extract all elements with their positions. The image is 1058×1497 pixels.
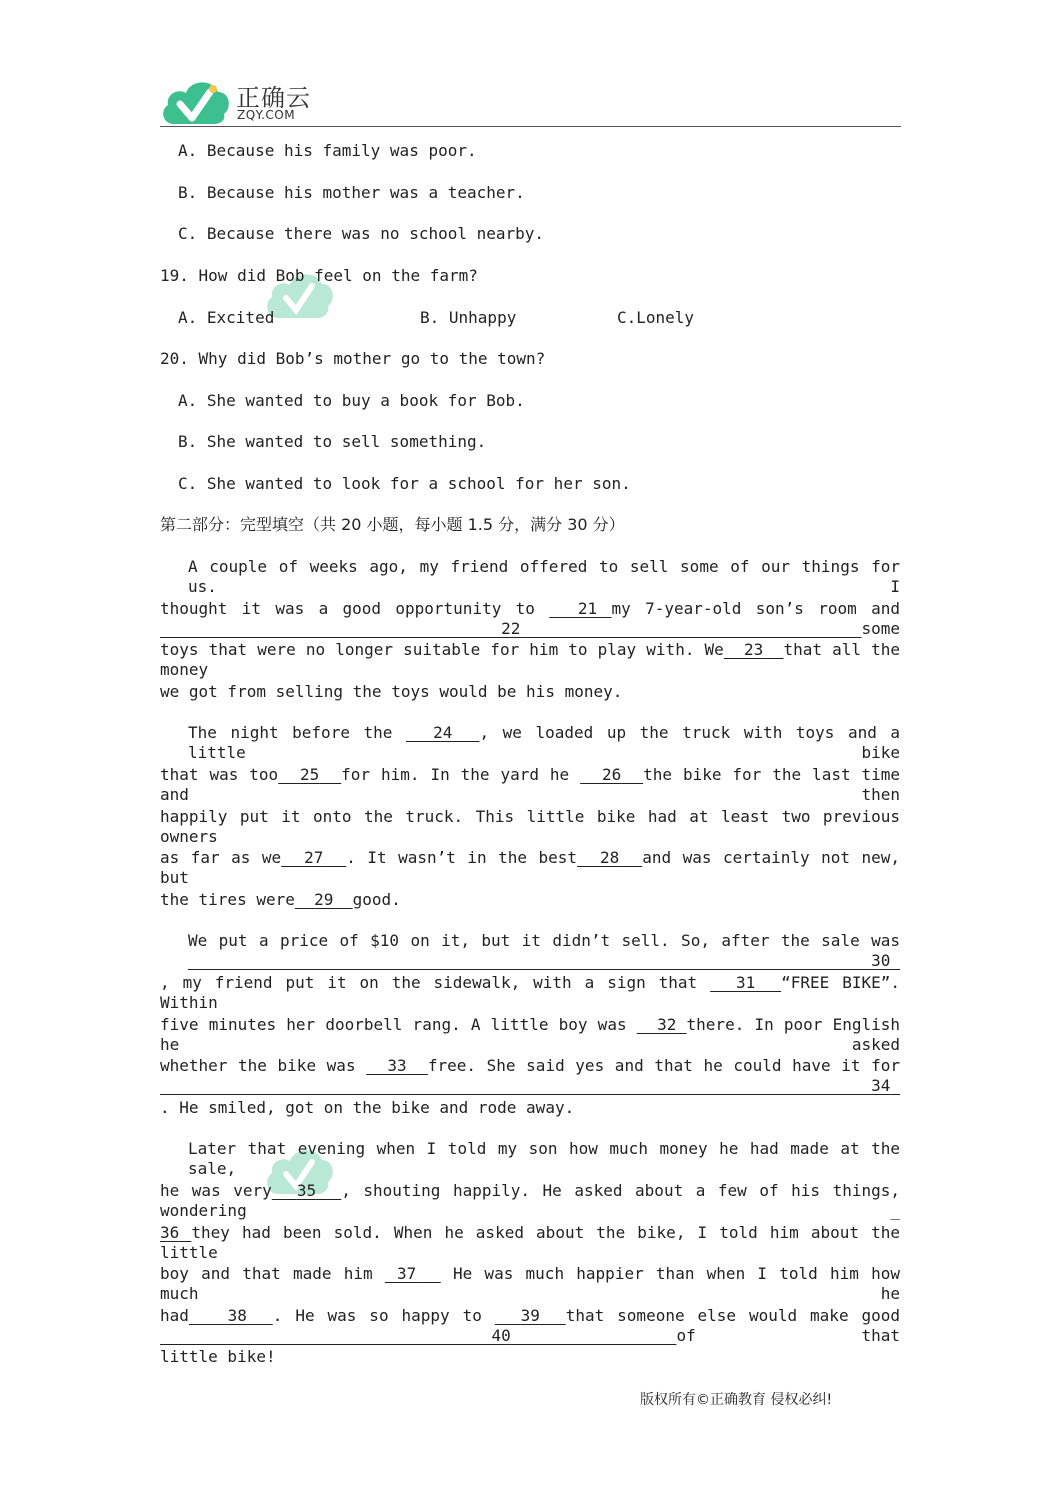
passage-text: toys that were no longer suitable for him to play with. We xyxy=(160,640,724,659)
passage-text: that all the money xyxy=(160,640,901,679)
passage-text: “FREE BIKE”. Within xyxy=(160,973,901,1012)
passage-text: 36 xyxy=(160,1223,180,1242)
q20-question: 20. Why did Bob’s mother go to the town? xyxy=(160,349,546,368)
blank-39 xyxy=(495,1306,566,1325)
passage-line xyxy=(160,1306,901,1345)
q18-option-b: B. Because his mother was a teacher. xyxy=(178,183,525,202)
passage-text: they had been sold. When he asked about the bike, I told him about the little xyxy=(160,1223,900,1262)
passage-text: He was much happier than when I told him how much he xyxy=(160,1264,900,1303)
blank-21 xyxy=(549,599,611,618)
passage-line xyxy=(188,723,901,762)
blank-40 xyxy=(160,1326,676,1345)
passage-text: 27 xyxy=(304,848,324,867)
header-divider xyxy=(160,126,901,127)
blank-23 xyxy=(724,640,784,659)
passage-line xyxy=(160,1056,901,1095)
passage-line: we got from selling the toys would be his money. xyxy=(160,682,623,701)
passage-line xyxy=(160,973,901,1012)
passage-line xyxy=(160,1015,901,1054)
passage-text: free. She said yes and that he could have it for xyxy=(427,1056,901,1075)
passage-text: had xyxy=(160,1306,189,1325)
blank-29 xyxy=(295,890,353,909)
passage-text: 28 xyxy=(600,848,620,867)
passage-line xyxy=(188,931,900,970)
passage-line xyxy=(160,1223,900,1262)
passage-text: 33 xyxy=(387,1056,407,1075)
cloud-check-icon xyxy=(160,74,232,126)
passage-line xyxy=(160,890,900,910)
blank-34 xyxy=(160,1076,900,1095)
brand-domain: ZQY.COM xyxy=(237,108,296,122)
passage-text: 31 xyxy=(736,973,756,992)
passage-text: good. xyxy=(352,890,401,909)
blank-32 xyxy=(637,1015,687,1034)
passage-line xyxy=(160,1181,901,1220)
q20-option-b: B. She wanted to sell something. xyxy=(178,432,487,451)
passage-text: boy and that made him xyxy=(160,1264,373,1283)
blank-35 xyxy=(272,1181,341,1200)
passage-text: 22 xyxy=(501,619,521,638)
passage-line xyxy=(160,599,901,638)
blank-37 xyxy=(385,1264,441,1283)
section-title: 第二部分：完型填空（共 20 小题，每小题 1.5 分，满分 30 分） xyxy=(160,515,625,534)
passage-text: 37 xyxy=(397,1264,417,1283)
passage-line xyxy=(160,765,901,804)
passage-text: my 7-year-old son’s room and xyxy=(611,599,901,618)
passage-line xyxy=(160,848,901,887)
q19-question: 19. How did Bob feel on the farm? xyxy=(160,266,478,285)
passage-line xyxy=(188,557,900,596)
blank-38 xyxy=(189,1306,273,1325)
blank-36 xyxy=(160,1223,191,1242)
passage-text: . It wasn’t in the best xyxy=(346,848,578,867)
passage-text: 40 xyxy=(491,1326,511,1345)
blank-22 xyxy=(160,619,861,638)
passage-text: The night before the xyxy=(188,723,393,742)
blank-31 xyxy=(710,973,781,992)
passage-text: he was very xyxy=(160,1181,272,1200)
passage-text: , shouting happily. He asked about a few of his things, wondering _ xyxy=(160,1181,901,1220)
q19-option-a: A. Excited xyxy=(178,308,275,327)
passage-text: 23 xyxy=(744,640,764,659)
passage-text: that someone else would make good xyxy=(565,1306,901,1325)
q20-option-c: C. She wanted to look for a school for her son. xyxy=(178,474,631,493)
passage-text: We put a price of $10 on it, but it didn’t sell. So, after the sale was xyxy=(188,931,900,950)
brand-name: 正确云 xyxy=(236,84,311,112)
passage-text: the bike for the last time and then xyxy=(160,765,901,804)
passage-text: 29 xyxy=(314,890,334,909)
passage-text: 32 xyxy=(657,1015,677,1034)
passage-text: and was certainly not new, but xyxy=(160,848,901,887)
q19-option-b: B. Unhappy xyxy=(420,308,517,327)
passage-text: 25 xyxy=(300,765,320,784)
passage-text: 38 xyxy=(227,1306,247,1325)
blank-28 xyxy=(577,848,642,867)
blank-33 xyxy=(366,1056,428,1075)
blank-24 xyxy=(406,723,479,742)
passage-text: 35 xyxy=(296,1181,317,1200)
passage-text: for him. In the yard he xyxy=(341,765,570,784)
passage-text: 26 xyxy=(602,765,622,784)
passage-text: of that xyxy=(676,1326,900,1345)
passage-text: happily put it onto the truck. This little bike had at least two previous owners xyxy=(160,807,900,846)
blank-27 xyxy=(281,848,346,867)
passage-line xyxy=(160,1264,900,1303)
brand-logo xyxy=(160,74,320,126)
passage-text: that was too xyxy=(160,765,279,784)
passage-line xyxy=(160,640,901,679)
passage-text: 21 xyxy=(577,599,598,618)
copyright-footer: 版权所有©正确教育 侵权必纠! xyxy=(640,1392,833,1408)
q20-option-a: A. She wanted to buy a book for Bob. xyxy=(178,391,525,410)
passage-text: 34 xyxy=(871,1076,891,1095)
passage-text: as far as we xyxy=(160,848,282,867)
passage-text: thought it was a good opportunity to xyxy=(160,599,535,618)
passage-text: A couple of weeks ago, my friend offered to sell some of our things for us. I xyxy=(188,557,900,596)
q18-option-c: C. Because there was no school nearby. xyxy=(178,224,545,243)
blank-30 xyxy=(188,951,900,970)
passage-text: Later that evening when I told my son how much money he had made at the sale, xyxy=(188,1139,900,1178)
blank-25 xyxy=(278,765,341,784)
passage-text: , we loaded up the truck with toys and a little bike xyxy=(188,723,901,762)
passage-text: five minutes her doorbell rang. A little boy was xyxy=(160,1015,627,1034)
passage-line: little bike! xyxy=(160,1347,276,1366)
passage-text: whether the bike was xyxy=(160,1056,356,1075)
passage-text: 24 xyxy=(433,723,453,742)
passage-text: 30 xyxy=(871,951,891,970)
passage-text: . He was so happy to xyxy=(272,1306,482,1325)
passage-line: . He smiled, got on the bike and rode away. xyxy=(160,1098,575,1117)
q18-option-a: A. Because his family was poor. xyxy=(178,141,477,160)
passage-text: the tires were xyxy=(160,890,295,909)
q19-option-c: C.Lonely xyxy=(617,308,695,327)
passage-line xyxy=(188,1139,900,1178)
passage-text: some xyxy=(861,619,901,638)
passage-text: there. In poor English he asked xyxy=(160,1015,901,1054)
passage-text: 39 xyxy=(520,1306,540,1325)
passage-text: , my friend put it on the sidewalk, with a sign that xyxy=(160,973,698,992)
blank-26 xyxy=(580,765,643,784)
passage-line xyxy=(160,807,900,846)
